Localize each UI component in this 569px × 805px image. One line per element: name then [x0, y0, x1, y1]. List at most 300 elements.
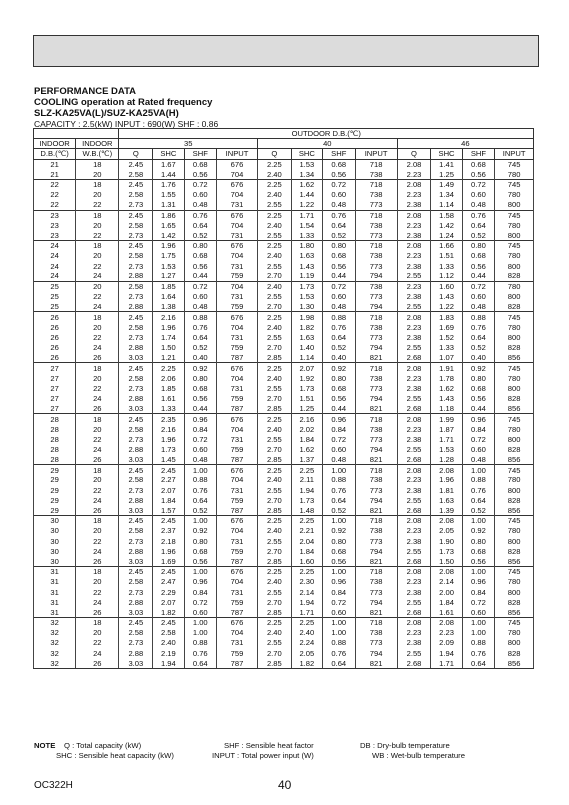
table-cell: 2.08 — [397, 414, 431, 424]
table-cell: 704 — [217, 424, 258, 434]
table-cell: 30 — [34, 556, 76, 566]
table-cell: 0.72 — [323, 597, 356, 607]
table-cell: 0.80 — [323, 241, 356, 251]
table-cell: 1.60 — [291, 556, 322, 566]
table-cell: 1.00 — [323, 628, 356, 638]
table-row — [34, 200, 534, 210]
table-cell: 1.84 — [153, 495, 184, 505]
table-cell: 2.06 — [153, 373, 184, 383]
table-cell: 2.08 — [397, 465, 431, 475]
table-cell: 0.64 — [323, 658, 356, 668]
table-cell: 1.00 — [462, 516, 495, 526]
table-cell: 26 — [76, 607, 119, 617]
table-cell: 718 — [355, 516, 397, 526]
table-cell: 2.40 — [257, 526, 291, 536]
table-cell: 28 — [34, 434, 76, 444]
col-shf: SHF — [462, 149, 495, 159]
table-cell: 2.25 — [257, 179, 291, 189]
table-cell: 800 — [495, 485, 534, 495]
table-cell: 2.88 — [119, 495, 153, 505]
table-cell: 2.58 — [119, 475, 153, 485]
table-cell: 0.76 — [184, 485, 217, 495]
table-cell: 1.21 — [153, 353, 184, 363]
table-cell: 0.64 — [323, 220, 356, 230]
table-row — [34, 261, 534, 271]
table-cell: 0.80 — [323, 373, 356, 383]
table-cell: 0.76 — [462, 210, 495, 220]
table-cell: 32 — [34, 648, 76, 658]
table-cell: 1.62 — [291, 444, 322, 454]
table-cell: 1.99 — [431, 414, 462, 424]
table-cell: 21 — [34, 159, 76, 169]
table-cell: 2.00 — [431, 587, 462, 597]
table-cell: 2.70 — [257, 495, 291, 505]
table-cell: 738 — [355, 475, 397, 485]
table-cell: 0.64 — [184, 658, 217, 668]
table-cell: 2.23 — [397, 526, 431, 536]
table-cell: 3.03 — [119, 556, 153, 566]
table-cell: 1.71 — [291, 210, 322, 220]
table-cell: 676 — [217, 210, 258, 220]
table-cell: 2.08 — [397, 241, 431, 251]
table-cell: 0.52 — [462, 230, 495, 240]
table-cell: 828 — [495, 271, 534, 281]
col-shc: SHC — [153, 149, 184, 159]
table-row — [34, 241, 534, 251]
table-cell: 773 — [355, 200, 397, 210]
table-cell: 2.55 — [397, 444, 431, 454]
col-shc: SHC — [431, 149, 462, 159]
table-cell: 2.45 — [153, 516, 184, 526]
table-cell: 1.00 — [184, 465, 217, 475]
table-cell: 2.68 — [397, 607, 431, 617]
col-q: Q — [397, 149, 431, 159]
table-cell: 2.08 — [397, 210, 431, 220]
table-cell: 759 — [217, 271, 258, 281]
table-cell: 1.22 — [291, 200, 322, 210]
table-cell: 2.73 — [119, 332, 153, 342]
table-row — [34, 597, 534, 607]
table-cell: 2.73 — [119, 587, 153, 597]
table-cell: 1.53 — [291, 292, 322, 302]
table-cell: 2.07 — [153, 597, 184, 607]
table-cell: 1.82 — [291, 322, 322, 332]
table-cell: 1.82 — [291, 658, 322, 668]
table-cell: 2.45 — [119, 465, 153, 475]
table-cell: 2.25 — [257, 465, 291, 475]
table-cell: 780 — [495, 322, 534, 332]
table-cell: 1.57 — [153, 505, 184, 515]
table-cell: 26 — [76, 353, 119, 363]
table-cell: 0.72 — [323, 281, 356, 291]
table-cell: 2.58 — [119, 251, 153, 261]
table-cell: 2.16 — [153, 424, 184, 434]
table-cell: 3.03 — [119, 404, 153, 414]
table-cell: 22 — [76, 230, 119, 240]
table-cell: 2.85 — [257, 556, 291, 566]
table-cell: 759 — [217, 393, 258, 403]
table-cell: 1.73 — [291, 383, 322, 393]
table-cell: 22 — [76, 292, 119, 302]
table-cell: 2.55 — [397, 302, 431, 312]
header-band — [33, 35, 539, 67]
table-cell: 24 — [34, 271, 76, 281]
table-cell: 0.72 — [462, 179, 495, 189]
table-cell: 0.80 — [323, 536, 356, 546]
table-cell: 2.40 — [257, 169, 291, 179]
table-cell: 718 — [355, 465, 397, 475]
table-cell: 2.23 — [397, 628, 431, 638]
table-cell: 794 — [355, 495, 397, 505]
table-cell: 0.76 — [323, 210, 356, 220]
table-cell: 2.38 — [397, 332, 431, 342]
table-cell: 794 — [355, 597, 397, 607]
table-cell: 800 — [495, 261, 534, 271]
table-cell: 0.60 — [184, 292, 217, 302]
table-cell: 18 — [76, 516, 119, 526]
table-cell: 18 — [76, 363, 119, 373]
table-cell: 2.55 — [257, 536, 291, 546]
table-cell: 0.52 — [323, 342, 356, 352]
table-cell: 738 — [355, 190, 397, 200]
table-cell: 22 — [76, 383, 119, 393]
table-cell: 18 — [76, 414, 119, 424]
table-cell: 24 — [76, 546, 119, 556]
table-cell: 20 — [76, 424, 119, 434]
table-cell: 18 — [76, 241, 119, 251]
table-cell: 22 — [76, 587, 119, 597]
table-cell: 1.61 — [431, 607, 462, 617]
table-cell: 745 — [495, 210, 534, 220]
table-cell: 2.88 — [119, 444, 153, 454]
table-cell: 794 — [355, 271, 397, 281]
table-cell: 704 — [217, 169, 258, 179]
table-cell: 0.48 — [184, 455, 217, 465]
table-cell: 676 — [217, 241, 258, 251]
table-cell: 2.70 — [257, 393, 291, 403]
table-cell: 1.30 — [291, 302, 322, 312]
table-cell: 2.38 — [397, 230, 431, 240]
table-row — [34, 342, 534, 352]
table-cell: 26 — [76, 455, 119, 465]
table-cell: 0.92 — [184, 363, 217, 373]
table-cell: 2.40 — [257, 220, 291, 230]
table-cell: 731 — [217, 383, 258, 393]
table-cell: 780 — [495, 628, 534, 638]
table-cell: 2.23 — [397, 475, 431, 485]
table-cell: 0.64 — [184, 220, 217, 230]
table-cell: 2.70 — [257, 597, 291, 607]
table-cell: 0.68 — [184, 251, 217, 261]
table-cell: 794 — [355, 648, 397, 658]
table-cell: 856 — [495, 556, 534, 566]
table-cell: 0.72 — [184, 179, 217, 189]
table-cell: 18 — [76, 465, 119, 475]
table-cell: 0.56 — [462, 393, 495, 403]
table-cell: 731 — [217, 485, 258, 495]
table-row — [34, 332, 534, 342]
table-cell: 676 — [217, 465, 258, 475]
table-cell: 2.88 — [119, 648, 153, 658]
table-cell: 856 — [495, 353, 534, 363]
table-cell: 1.00 — [323, 567, 356, 577]
table-cell: 0.92 — [323, 526, 356, 536]
header-blank — [34, 129, 119, 139]
table-cell: 856 — [495, 404, 534, 414]
table-row — [34, 455, 534, 465]
table-cell: 773 — [355, 485, 397, 495]
table-cell: 2.08 — [397, 567, 431, 577]
table-row — [34, 567, 534, 577]
table-cell: 2.38 — [397, 292, 431, 302]
table-cell: 745 — [495, 618, 534, 628]
table-cell: 2.55 — [397, 393, 431, 403]
table-row — [34, 220, 534, 230]
table-cell: 0.40 — [462, 353, 495, 363]
table-cell: 787 — [217, 658, 258, 668]
table-cell: 1.69 — [431, 322, 462, 332]
table-cell: 0.60 — [323, 190, 356, 200]
table-cell: 2.14 — [291, 587, 322, 597]
table-cell: 22 — [76, 536, 119, 546]
table-cell: 1.87 — [431, 424, 462, 434]
table-cell: 2.07 — [153, 485, 184, 495]
table-cell: 1.00 — [184, 628, 217, 638]
table-cell: 704 — [217, 577, 258, 587]
table-cell: 738 — [355, 169, 397, 179]
table-cell: 821 — [355, 556, 397, 566]
table-cell: 1.44 — [291, 190, 322, 200]
table-cell: 2.23 — [397, 281, 431, 291]
table-cell: 2.23 — [397, 322, 431, 332]
table-cell: 28 — [34, 455, 76, 465]
table-cell: 745 — [495, 363, 534, 373]
table-cell: 2.38 — [397, 261, 431, 271]
table-cell: 0.72 — [184, 597, 217, 607]
table-cell: 1.40 — [291, 342, 322, 352]
table-cell: 1.33 — [291, 230, 322, 240]
wb-unit-header: W.B.(℃) — [76, 149, 119, 159]
table-cell: 2.55 — [397, 597, 431, 607]
table-cell: 1.51 — [291, 393, 322, 403]
table-cell: 800 — [495, 638, 534, 648]
table-cell: 20 — [76, 628, 119, 638]
table-cell: 2.55 — [257, 200, 291, 210]
table-cell: 0.56 — [323, 393, 356, 403]
table-cell: 2.40 — [257, 322, 291, 332]
table-cell: 2.23 — [397, 190, 431, 200]
table-cell: 1.33 — [153, 404, 184, 414]
table-cell: 1.33 — [431, 342, 462, 352]
table-cell: 1.76 — [153, 179, 184, 189]
table-cell: 0.68 — [323, 546, 356, 556]
table-cell: 773 — [355, 536, 397, 546]
table-cell: 0.76 — [462, 485, 495, 495]
table-cell: 1.94 — [291, 597, 322, 607]
table-row — [34, 292, 534, 302]
table-cell: 1.37 — [291, 455, 322, 465]
table-cell: 29 — [34, 465, 76, 475]
table-cell: 0.60 — [184, 444, 217, 454]
table-cell: 22 — [34, 200, 76, 210]
table-cell: 731 — [217, 536, 258, 546]
table-cell: 0.72 — [462, 597, 495, 607]
table-cell: 2.38 — [397, 485, 431, 495]
table-cell: 25 — [34, 292, 76, 302]
table-cell: 1.54 — [291, 220, 322, 230]
table-cell: 828 — [495, 342, 534, 352]
table-cell: 3.03 — [119, 607, 153, 617]
note-wb: WB : Wet-bulb temperature — [372, 751, 465, 760]
table-cell: 0.60 — [462, 190, 495, 200]
table-cell: 22 — [76, 332, 119, 342]
table-cell: 1.52 — [431, 332, 462, 342]
table-cell: 3.03 — [119, 455, 153, 465]
table-row — [34, 628, 534, 638]
table-cell: 0.96 — [184, 577, 217, 587]
table-cell: 1.80 — [291, 241, 322, 251]
table-row — [34, 404, 534, 414]
table-cell: 0.68 — [462, 383, 495, 393]
table-cell: 738 — [355, 281, 397, 291]
table-cell: 0.64 — [184, 495, 217, 505]
table-cell: 676 — [217, 312, 258, 322]
table-row — [34, 393, 534, 403]
table-cell: 2.88 — [119, 271, 153, 281]
table-cell: 1.67 — [153, 159, 184, 169]
table-cell: 1.00 — [462, 567, 495, 577]
table-row — [34, 353, 534, 363]
table-cell: 2.25 — [257, 414, 291, 424]
table-cell: 0.60 — [462, 292, 495, 302]
performance-table — [33, 128, 534, 669]
table-cell: 24 — [76, 393, 119, 403]
db-unit-header: D.B.(℃) — [34, 149, 76, 159]
table-cell: 2.23 — [431, 628, 462, 638]
table-cell: 794 — [355, 393, 397, 403]
table-cell: 1.43 — [291, 261, 322, 271]
table-cell: 20 — [76, 220, 119, 230]
table-cell: 2.68 — [397, 505, 431, 515]
table-row — [34, 179, 534, 189]
table-cell: 2.88 — [119, 393, 153, 403]
table-cell: 2.23 — [397, 577, 431, 587]
table-row — [34, 312, 534, 322]
table-cell: 2.40 — [257, 281, 291, 291]
table-cell: 0.52 — [184, 230, 217, 240]
table-cell: 1.55 — [153, 190, 184, 200]
table-cell: 2.45 — [119, 567, 153, 577]
table-cell: 0.88 — [323, 638, 356, 648]
table-cell: 1.00 — [462, 465, 495, 475]
table-cell: 24 — [76, 302, 119, 312]
table-cell: 0.68 — [462, 159, 495, 169]
table-cell: 25 — [34, 281, 76, 291]
table-cell: 0.48 — [184, 302, 217, 312]
table-cell: 2.70 — [257, 444, 291, 454]
table-cell: 718 — [355, 312, 397, 322]
table-cell: 2.68 — [397, 404, 431, 414]
table-cell: 780 — [495, 526, 534, 536]
table-cell: 2.55 — [257, 261, 291, 271]
table-cell: 2.23 — [397, 220, 431, 230]
table-cell: 794 — [355, 302, 397, 312]
table-cell: 704 — [217, 373, 258, 383]
table-cell: 745 — [495, 465, 534, 475]
table-row — [34, 414, 534, 424]
table-cell: 20 — [76, 190, 119, 200]
table-cell: 20 — [76, 251, 119, 261]
table-cell: 787 — [217, 404, 258, 414]
table-cell: 0.52 — [184, 342, 217, 352]
table-cell: 0.88 — [462, 312, 495, 322]
table-cell: 2.88 — [119, 546, 153, 556]
table-cell: 0.56 — [323, 169, 356, 179]
table-cell: 759 — [217, 597, 258, 607]
table-cell: 731 — [217, 200, 258, 210]
table-cell: 2.73 — [119, 292, 153, 302]
table-cell: 0.48 — [462, 302, 495, 312]
note-db: DB : Dry-bulb temperature — [360, 741, 450, 750]
table-cell: 800 — [495, 292, 534, 302]
table-cell: 1.61 — [153, 393, 184, 403]
table-cell: 1.00 — [323, 465, 356, 475]
table-cell: 745 — [495, 159, 534, 169]
table-cell: 2.55 — [257, 587, 291, 597]
table-cell: 2.58 — [119, 373, 153, 383]
table-cell: 22 — [76, 485, 119, 495]
table-cell: 1.22 — [431, 302, 462, 312]
table-cell: 738 — [355, 251, 397, 261]
table-cell: 29 — [34, 495, 76, 505]
table-cell: 676 — [217, 179, 258, 189]
table-cell: 0.72 — [184, 281, 217, 291]
table-row — [34, 658, 534, 668]
table-cell: 0.68 — [323, 251, 356, 261]
table-cell: 2.38 — [397, 200, 431, 210]
table-cell: 0.88 — [184, 312, 217, 322]
table-cell: 2.73 — [119, 230, 153, 240]
table-cell: 0.92 — [462, 526, 495, 536]
table-cell: 2.45 — [119, 363, 153, 373]
table-cell: 2.25 — [153, 363, 184, 373]
table-cell: 1.81 — [431, 485, 462, 495]
table-cell: 800 — [495, 536, 534, 546]
table-cell: 0.40 — [323, 353, 356, 363]
table-cell: 2.55 — [257, 638, 291, 648]
table-cell: 0.84 — [462, 424, 495, 434]
table-cell: 2.25 — [291, 567, 322, 577]
table-cell: 0.60 — [323, 292, 356, 302]
table-cell: 2.08 — [431, 465, 462, 475]
table-row — [34, 190, 534, 200]
table-cell: 1.14 — [431, 200, 462, 210]
table-cell: 0.96 — [323, 414, 356, 424]
outdoor-temp-35: 35 — [119, 139, 257, 149]
table-cell: 2.18 — [153, 536, 184, 546]
table-cell: 2.25 — [257, 159, 291, 169]
col-input: INPUT — [495, 149, 534, 159]
table-cell: 2.25 — [257, 210, 291, 220]
table-row — [34, 444, 534, 454]
table-cell: 1.65 — [153, 220, 184, 230]
table-cell: 0.80 — [184, 241, 217, 251]
table-cell: 2.04 — [291, 536, 322, 546]
table-cell: 828 — [495, 648, 534, 658]
table-cell: 2.85 — [257, 658, 291, 668]
table-cell: 1.12 — [431, 271, 462, 281]
table-cell: 0.40 — [184, 353, 217, 363]
